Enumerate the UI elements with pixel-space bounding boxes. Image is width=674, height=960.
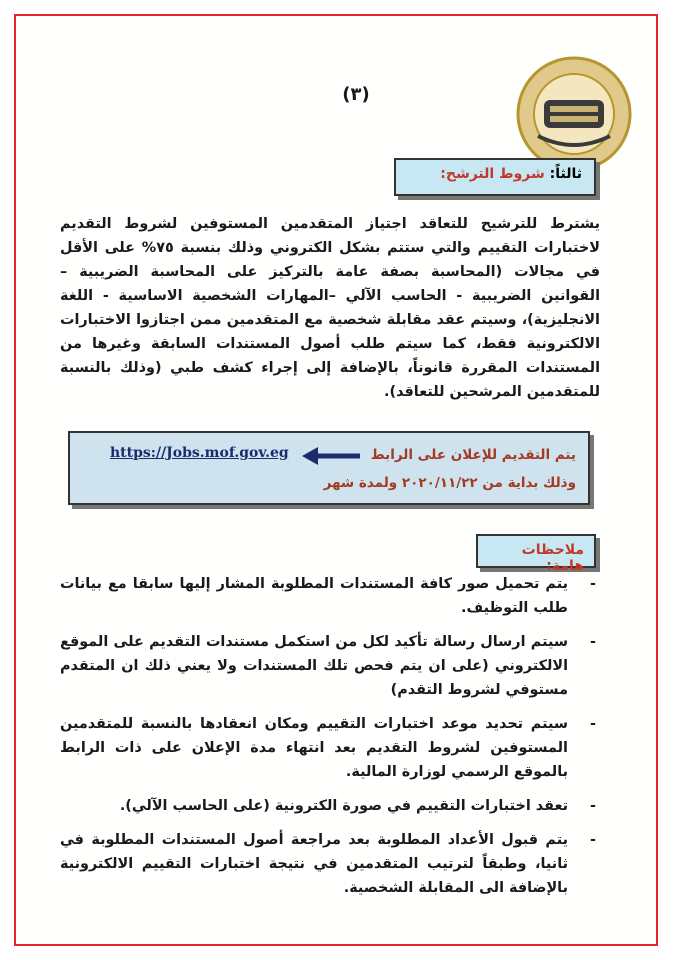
list-item xyxy=(60,794,600,818)
section-title-conditions xyxy=(394,158,596,196)
note-text: يتم قبول الأعداد المطلوبة بعد مراجعة أصول المستندات المطلوبة في ثانيا، وطبقاً لترتيب المتقدمين في نتيجة اختبارات التقييم الالكترونية بالإضافة الى المقابلة الشخصية. xyxy=(60,832,568,896)
page-number: (٣) xyxy=(342,84,370,105)
bullet-dash: - xyxy=(590,832,596,848)
section-title-label: شروط الترشح: xyxy=(440,166,545,182)
notes-list xyxy=(60,572,600,910)
application-url-link[interactable]: https://Jobs.mof.gov.eg xyxy=(110,445,289,461)
note-text: يتم تحميل صور كافة المستندات المطلوبة المشار إليها سابقا مع بيانات طلب التوظيف. xyxy=(60,576,568,616)
bullet-dash: - xyxy=(590,716,596,732)
notes-title xyxy=(476,534,596,574)
bullet-dash: - xyxy=(590,634,596,650)
conditions-paragraph: يشترط للترشيح للتعاقد اجتياز المتقدمين المستوفين لشروط التقديم لاختبارات التقييم والتي ستتم بشكل الكتروني وذلك بنسبة ٧٥% على الأقل في مجالات (المحاسبة بصفة عامة بالتركيز على المحاسبة الضريبية – القوانين الضريبية - الحاسب الآلي –المهارات الشخصية الاساسية - اللغة الانجليزية)، وسيتم عقد مقابلة شخصية مع المتقدمين ممن اجتازوا الاختبارات الالكترونية فقط، كما سيتم طلب أصول المستندات السابقة وغيرها من المستندات المقررة قانوناً، بالإضافة إلى إجراء كشف طبي (وذلك بالنسبة للمتقدمين المرشحين للتعاقد). xyxy=(60,216,601,400)
list-item xyxy=(60,572,600,620)
list-item xyxy=(60,712,600,784)
note-text: تعقد اختبارات التقييم في صورة الكترونية (على الحاسب الآلي). xyxy=(119,798,568,814)
bullet-dash: - xyxy=(590,798,596,814)
note-text: سيتم تحديد موعد اختبارات التقييم ومكان انعقادها بالنسبة للمتقدمين المستوفين لشروط التقديم بعد انتهاء مدة الإعلان على ذات الرابط بالموقع الرسمي لوزارة المالية. xyxy=(60,716,568,780)
section-title-prefix: ثالثاً: xyxy=(549,166,582,182)
document-page xyxy=(14,14,658,946)
notes-title-label: ملاحظات هامة: xyxy=(521,542,584,574)
application-link-box xyxy=(68,431,590,505)
note-text: سيتم ارسال رسالة تأكيد لكل من استكمل مستندات التقديم على الموقع الالكتروني (على ان يتم فحص تلك المستندات ولا يعني ذلك ان المتقدم مستوفي لشروط التقدم) xyxy=(60,634,568,698)
list-item xyxy=(60,828,600,900)
application-period: وذلك بداية من ٢٠٢٠/١١/٢٢ ولمدة شهر xyxy=(323,475,576,491)
arrow-left-icon xyxy=(302,447,362,465)
application-instruction: يتم التقديم للإعلان على الرابط xyxy=(370,447,576,463)
list-item xyxy=(60,630,600,702)
ministry-logo xyxy=(516,56,632,172)
bullet-dash: - xyxy=(590,576,596,592)
